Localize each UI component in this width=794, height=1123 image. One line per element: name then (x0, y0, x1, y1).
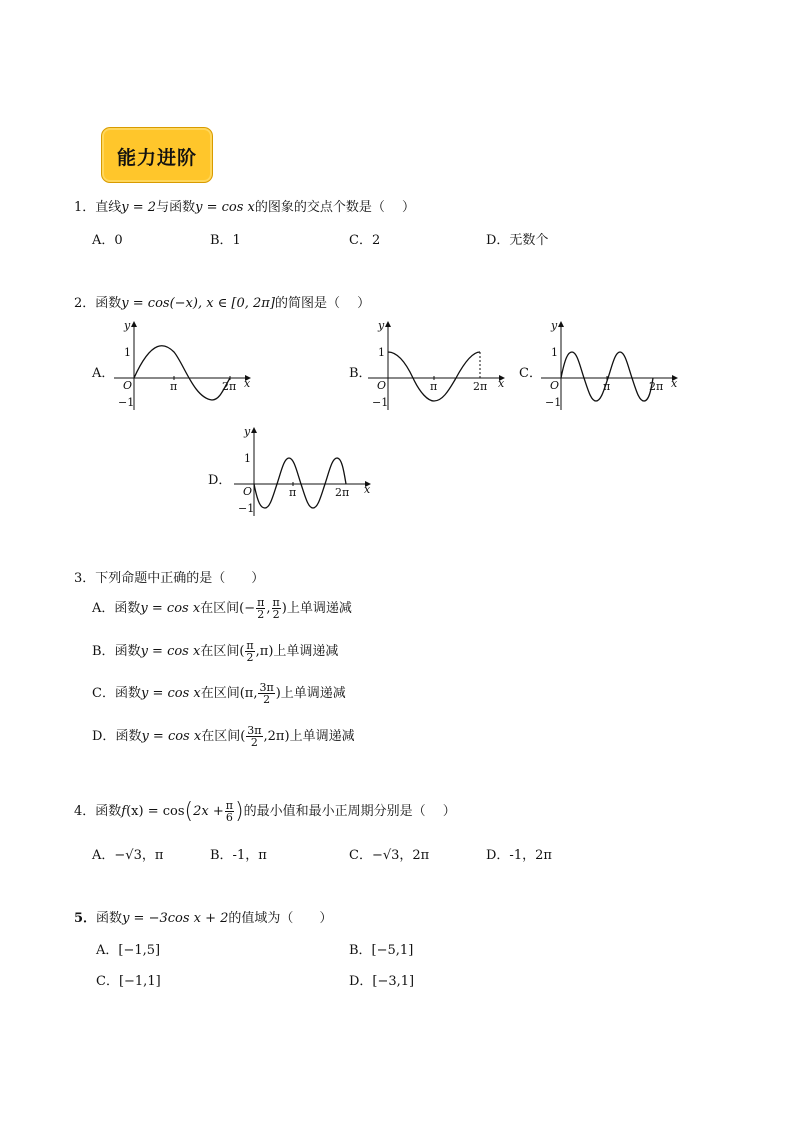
math: ) (281, 601, 287, 616)
math: ,π (255, 644, 269, 659)
fraction (258, 682, 274, 705)
x-label: x (498, 377, 505, 390)
x-label: x (671, 377, 678, 390)
math: ) (284, 729, 290, 744)
tick-2pi: 2π (335, 486, 350, 499)
text: 的简图是（ ） (274, 296, 371, 311)
tick-neg1: −1 (238, 502, 255, 515)
math: (− (239, 601, 256, 616)
text: 在区间 (200, 601, 240, 616)
q2-option-b-label[interactable]: B． (349, 366, 372, 381)
denominator: 2 (246, 651, 254, 664)
text: 上单调递减 (280, 686, 346, 701)
q4-option-b[interactable]: B．-1，π (210, 848, 267, 863)
denominator: 2 (257, 608, 265, 621)
math: y = cos x (141, 729, 202, 744)
origin: O (123, 379, 133, 392)
math: y = cos x (195, 200, 255, 215)
q2-option-c-label[interactable]: C． (519, 366, 542, 381)
question-number: 3． (74, 571, 96, 586)
section-badge (101, 127, 213, 183)
math: y = 2 (121, 200, 157, 215)
numerator: 3π (247, 724, 262, 737)
text: 与函数 (156, 200, 196, 215)
right-paren: ) (235, 799, 244, 824)
text: 上单调递减 (273, 644, 339, 659)
fraction (246, 725, 262, 748)
tick-neg1: −1 (372, 396, 389, 409)
numerator: 3π (259, 681, 274, 694)
q2-graph-c[interactable] (539, 318, 684, 412)
left-paren: ( (184, 799, 194, 824)
fraction (245, 640, 254, 663)
text: 直线 (95, 200, 122, 215)
numerator: π (225, 799, 233, 812)
math: ( (239, 644, 245, 659)
x-label: x (244, 377, 251, 390)
tick-1: 1 (378, 346, 385, 359)
denominator: 2 (272, 608, 280, 621)
text: 函数 (114, 644, 141, 659)
q3-option-d[interactable] (92, 725, 355, 748)
question-2-stem (74, 292, 370, 311)
question-number: 2． (74, 296, 96, 311)
tick-1: 1 (551, 346, 558, 359)
denominator: 2 (263, 693, 271, 706)
curve (134, 346, 230, 400)
q5-option-d[interactable]: D．[−3,1] (349, 974, 415, 989)
q5-option-c[interactable]: C．[−1,1] (96, 974, 161, 989)
q2-option-d-label[interactable]: D． (208, 473, 232, 488)
x-label: x (364, 483, 371, 496)
section-badge-label: 能力进阶 (116, 147, 197, 169)
text: 的值域为（ ） (228, 911, 333, 926)
tick-neg1: −1 (118, 396, 135, 409)
fraction (256, 597, 265, 620)
denominator: 6 (225, 811, 233, 824)
q2-graph-a[interactable] (112, 318, 257, 412)
math: y = cos x (140, 686, 201, 701)
text: 在区间 (201, 729, 241, 744)
math: = cos (143, 804, 185, 819)
math: ) (275, 686, 281, 701)
tick-pi: π (170, 380, 178, 393)
y-label: y (551, 319, 558, 332)
math: 2x + (193, 804, 224, 819)
math: y = −3cos x + 2 (122, 911, 229, 926)
text: 在区间 (200, 686, 240, 701)
q3-option-a[interactable] (92, 597, 352, 620)
q4-option-d[interactable]: D．-1，2π (486, 848, 552, 863)
tick-pi: π (430, 380, 438, 393)
math: y = cos x (140, 601, 201, 616)
text: 函数 (114, 601, 141, 616)
text: 上单调递减 (286, 601, 352, 616)
text: 的最小值和最小正周期分别是（ ） (243, 804, 456, 819)
q2-graph-d[interactable] (232, 424, 377, 518)
numerator: π (246, 639, 254, 652)
q3-option-b[interactable] (92, 640, 338, 663)
question-number: 1． (74, 200, 96, 215)
question-5-stem (74, 907, 332, 926)
math: ) (268, 644, 274, 659)
numerator: π (272, 596, 280, 609)
math: , (266, 601, 271, 616)
math: f (121, 804, 127, 819)
numerator: π (257, 596, 265, 609)
tick-neg1: −1 (545, 396, 562, 409)
q1-option-a[interactable]: A．0 (92, 233, 123, 248)
q3-option-c[interactable] (92, 682, 346, 705)
curve (254, 458, 346, 508)
option-label: B． (92, 644, 115, 659)
tick-1: 1 (244, 452, 251, 465)
q1-option-c[interactable]: C．2 (349, 233, 381, 248)
text: 的图象的交点个数是（ ） (254, 200, 415, 215)
text: 函数 (114, 686, 141, 701)
question-4-stem (74, 799, 456, 824)
tick-pi: π (289, 486, 297, 499)
question-3-stem (74, 567, 264, 586)
text: 在区间 (200, 644, 240, 659)
origin: O (377, 379, 387, 392)
denominator: 2 (250, 736, 258, 749)
math: (x) (126, 804, 144, 819)
origin: O (243, 485, 253, 498)
option-label: D． (92, 729, 116, 744)
q5-option-b[interactable]: B．[−5,1] (349, 943, 414, 958)
tick-pi: π (603, 380, 611, 393)
text: 下列命题中正确的是（ ） (95, 571, 265, 586)
text: 函数 (95, 296, 122, 311)
q4-option-c[interactable]: C．−√3，2π (349, 848, 430, 863)
q4-option-a[interactable]: A．−√3，π (92, 848, 164, 863)
q2-graph-b[interactable] (366, 318, 511, 412)
fraction (225, 800, 234, 823)
q2-option-a-label[interactable]: A． (92, 366, 115, 381)
option-label: C． (92, 686, 115, 701)
option-label: A． (92, 601, 115, 616)
math: (π, (239, 686, 258, 701)
math: y = cos x (140, 644, 201, 659)
q5-option-a[interactable]: A．[−1,5] (96, 943, 161, 958)
tick-2pi: 2π (649, 380, 664, 393)
tick-2pi: 2π (222, 380, 237, 393)
question-number: 4． (74, 804, 96, 819)
fraction (272, 597, 281, 620)
y-label: y (378, 319, 385, 332)
tick-1: 1 (124, 346, 131, 359)
q1-option-b[interactable]: B．1 (210, 233, 241, 248)
tick-2pi: 2π (473, 380, 488, 393)
math: ,2π (263, 729, 285, 744)
text: 函数 (95, 804, 122, 819)
text: 函数 (96, 911, 123, 926)
origin: O (550, 379, 560, 392)
text: 上单调递减 (289, 729, 355, 744)
math: y = cos(−x), x ∈ [0, 2π] (121, 296, 275, 311)
text: 函数 (115, 729, 142, 744)
math: ( (240, 729, 246, 744)
question-1-stem (74, 196, 415, 215)
q1-option-d[interactable]: D．无数个 (486, 233, 549, 248)
y-label: y (124, 319, 131, 332)
y-label: y (244, 425, 251, 438)
question-number: 5． (74, 911, 97, 926)
